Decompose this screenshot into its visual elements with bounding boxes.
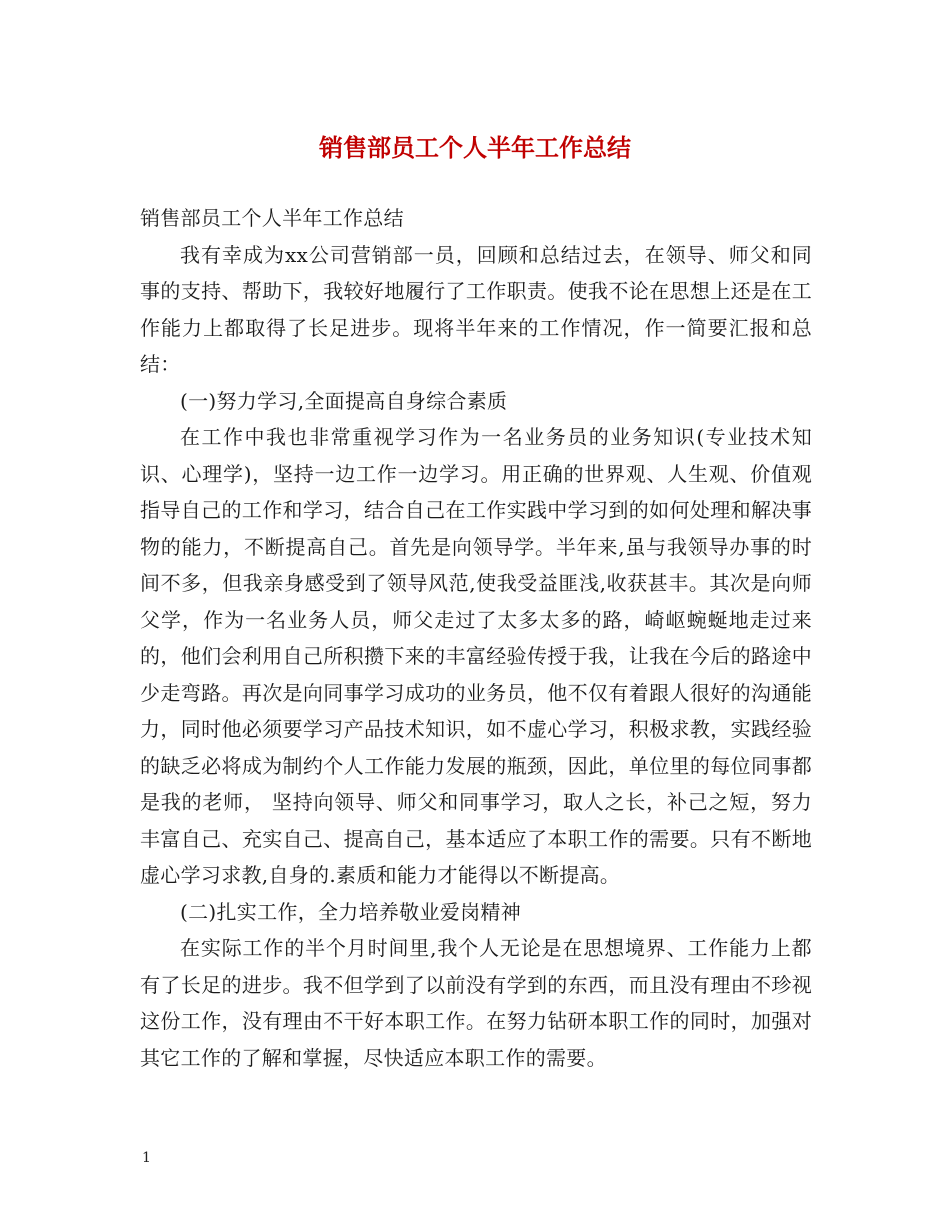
document-body <box>140 200 812 1076</box>
section-heading-2: (二)扎实工作，全力培养敬业爱岗精神 <box>180 899 522 924</box>
page-number: 1 <box>142 1150 151 1166</box>
paragraph-heading: 销售部员工个人半年工作总结 <box>140 206 404 230</box>
section-heading-1: (一)努力学习,全面提高自身综合素质 <box>180 388 508 413</box>
paragraph-work: 在实际工作的半个月时间里,我个人无论是在思想境界、工作能力上都有了长足的进步。我不但学到了以前没有学到的东西，而且没有理由不珍视这份工作，没有理由不干好本职工作。在努力钻研本职工作的同时，加强对其它工作的了解和掌握，尽快适应本职工作的需要。 <box>140 936 812 1070</box>
paragraph-learning: 在工作中我也非常重视学习作为一名业务员的业务知识(专业技术知识、心理学)，坚持一边工作一边学习。用正确的世界观、人生观、价值观指导自己的工作和学习，结合自己在工作实践中学习到的如何处理和解决事物的能力，不断提高自己。首先是向领导学。半年来,虽与我领导办事的时间不多，但我亲身感受到了领导风范,使我受益匪浅,收获甚丰。其次是向师父学，作为一名业务人员，师父走过了太多太多的路，崎岖蜿蜒地走过来的，他们会利用自己所积攒下来的丰富经验传授于我，让我在今后的路途中少走弯路。再次是向同事学习成功的业务员，他不仅有着跟人很好的沟通能力，同时他必须要学习产品技术知识，如不虚心学习，积极求教，实践经验的缺乏必将成为制约个人工作能力发展的瓶颈，因此，单位里的每位同事都是我的老师， 坚持向领导、师父和同事学习，取人之长，补己之短，努力丰富自己、充实自己、提高自己，基本适应了本职工作的需要。只有不断地虚心学习求教,自身的.素质和能力才能得以不断提高。 <box>140 425 812 887</box>
document-title: 销售部员工个人半年工作总结 <box>319 134 631 162</box>
paragraph-intro: 我有幸成为xx公司营销部一员，回顾和总结过去，在领导、师父和同事的支持、帮助下，我较好地履行了工作职责。使我不论在思想上还是在工作能力上都取得了长足进步。现将半年来的工作情况，作一简要汇报和总结： <box>140 242 812 376</box>
